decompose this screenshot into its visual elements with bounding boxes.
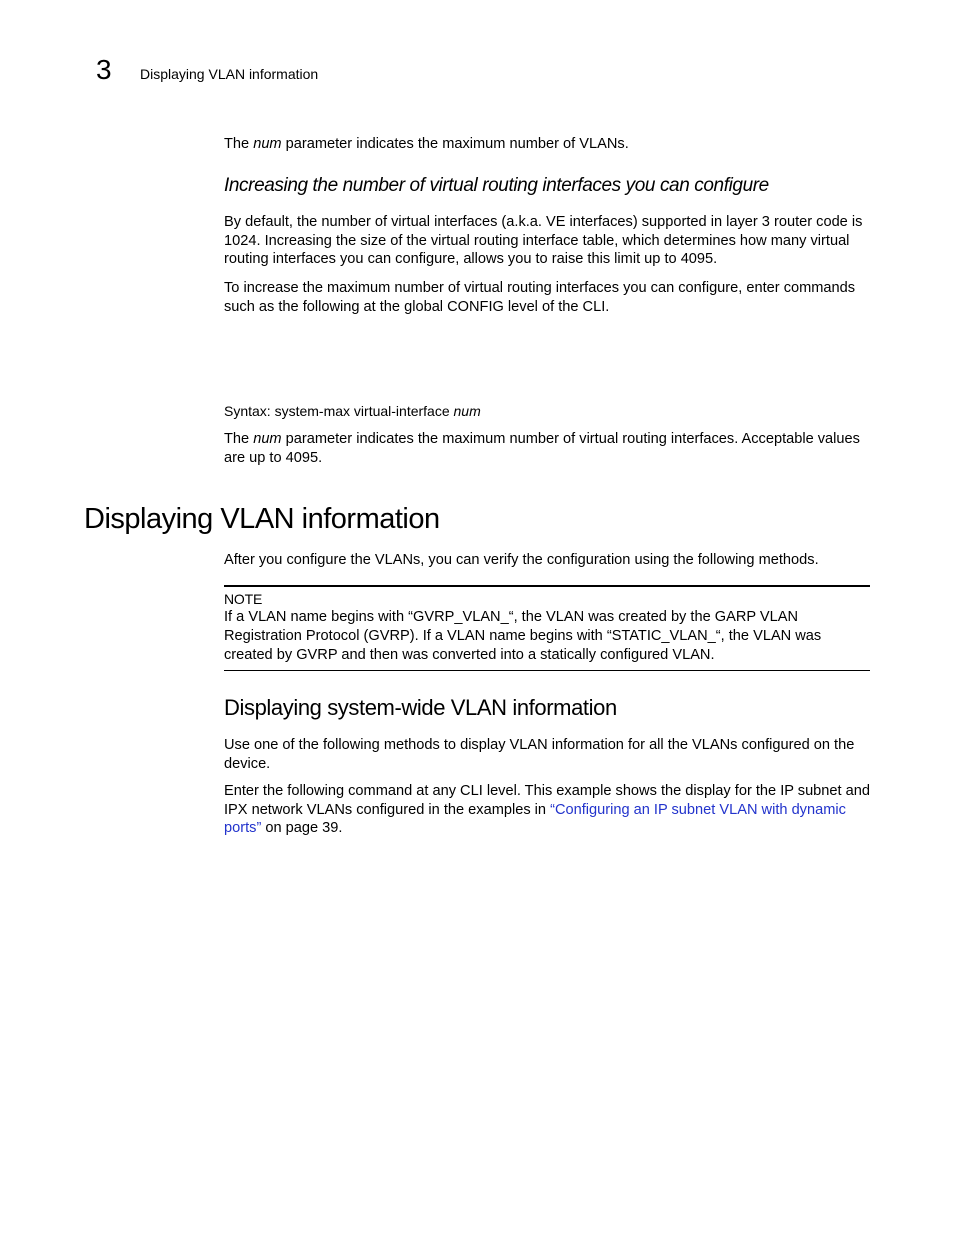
section-heading-system-wide: Displaying system-wide VLAN information bbox=[224, 695, 617, 720]
text: Enter the following command at any CLI level. This example shows the display for the IP subnet and IPX network VLANs configured in the examples in bbox=[224, 783, 870, 818]
page-title: Displaying VLAN information bbox=[84, 503, 440, 535]
display-intro-paragraph bbox=[224, 551, 870, 570]
text: parameter indicates the maximum number of VLANs. bbox=[281, 136, 629, 152]
parameter-name: num bbox=[253, 136, 282, 152]
text: on page 39. bbox=[261, 820, 343, 837]
system-wide-paragraph-2 bbox=[224, 782, 870, 838]
parameter-name: num bbox=[253, 431, 282, 447]
syntax-parameter: num bbox=[453, 403, 481, 419]
virtual-interfaces-paragraph-3 bbox=[224, 430, 870, 467]
note-label: NOTE bbox=[224, 591, 263, 607]
note-box bbox=[224, 585, 870, 671]
section-heading-virtual-interfaces: Increasing the number of virtual routing interfaces you can configure bbox=[224, 175, 769, 196]
virtual-interfaces-paragraph-1 bbox=[224, 213, 870, 269]
text: The bbox=[224, 431, 254, 447]
paragraph-text: Use one of the following methods to display VLAN information for all the VLANs configured on the device. bbox=[224, 737, 855, 772]
num-vlans-paragraph bbox=[224, 135, 870, 154]
text: parameter indicates the maximum number of virtual routing interfaces. Acceptable values are up to 4095. bbox=[224, 431, 860, 466]
chapter-number: 3 bbox=[96, 54, 112, 85]
running-header-title: Displaying VLAN information bbox=[140, 66, 319, 82]
note-text: If a VLAN name begins with “GVRP_VLAN_“, the VLAN was created by the GARP VLAN Registration Protocol (GVRP). If a VLAN name begins with “STATIC_VLAN_“, the VLAN was created by GVRP and then was converted into a statically configured VLAN. bbox=[224, 609, 822, 663]
paragraph-text: By default, the number of virtual interfaces (a.k.a. VE interfaces) supported in layer 3 router code is 1024. Increasing the size of the virtual routing interface table, which determines how many virtual routing interfaces you can configure, allows you to raise this limit up to 4095. bbox=[224, 214, 863, 268]
paragraph-text: After you configure the VLANs, you can verify the configuration using the following methods. bbox=[224, 552, 819, 568]
system-wide-paragraph-1 bbox=[224, 736, 870, 773]
syntax-line bbox=[224, 402, 481, 420]
virtual-interfaces-paragraph-2 bbox=[224, 279, 870, 316]
syntax-command: Syntax: system-max virtual-interface bbox=[224, 403, 454, 419]
paragraph-text: To increase the maximum number of virtual routing interfaces you can configure, enter commands such as the following at the global CONFIG level of the CLI. bbox=[224, 280, 856, 315]
cross-reference-link[interactable]: “Configuring an IP subnet VLAN with dynamic ports” bbox=[224, 801, 846, 837]
text: The bbox=[224, 136, 254, 152]
